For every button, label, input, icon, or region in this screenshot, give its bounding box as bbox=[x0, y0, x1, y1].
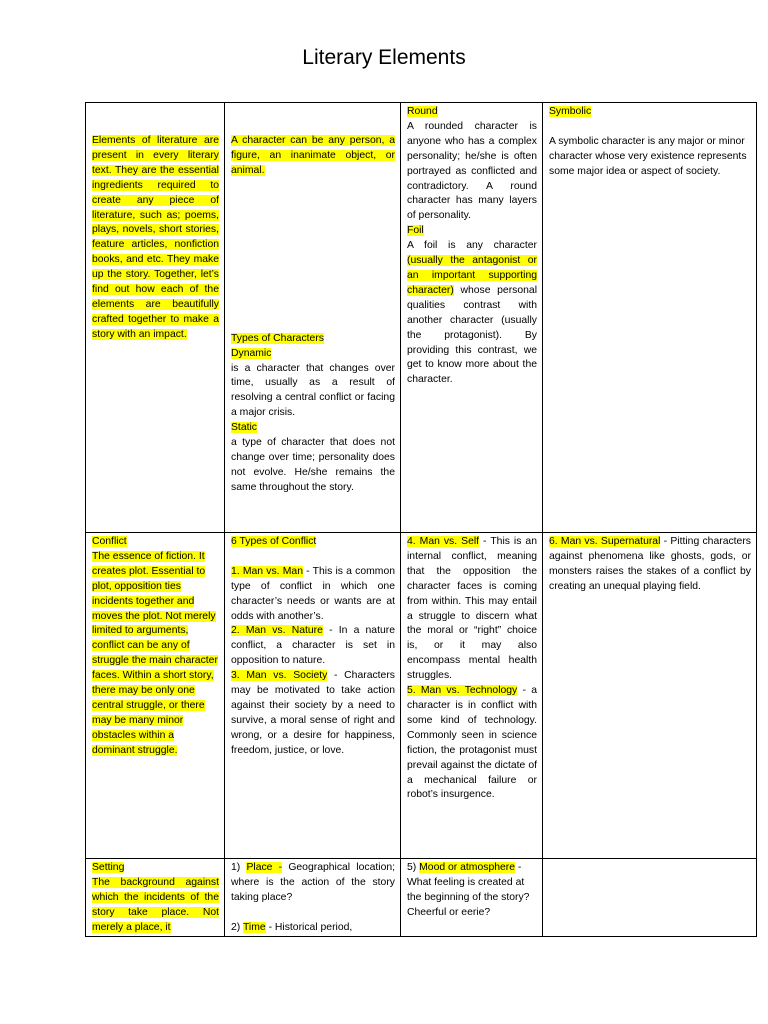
symbolic-label: Symbolic bbox=[549, 106, 592, 117]
foil-text-highlight: (usually the antagonist or an important supporting character) bbox=[407, 255, 537, 296]
man-vs-society-text: - Characters may be motivated to take action against their society by a need to survive, a moral sense of right and wrong, or a desire for happiness, freedom, justice, or love. bbox=[231, 670, 395, 756]
foil-label: Foil bbox=[407, 225, 424, 237]
man-vs-nature-text: - In a nature conflict, a character is set in opposition to nature. bbox=[231, 625, 395, 667]
cell-supernatural bbox=[543, 533, 757, 859]
setting-label: Setting bbox=[92, 862, 125, 873]
cell-conflict-intro bbox=[86, 533, 225, 859]
character-definition: A character can be any person, a figure, an inanimate object, or animal. bbox=[231, 135, 395, 176]
table-row-conflict bbox=[86, 533, 757, 859]
man-vs-self-label: 4. Man vs. Self bbox=[407, 536, 480, 547]
mood-label: Mood or atmosphere bbox=[419, 862, 516, 873]
mood-number: 5) bbox=[407, 862, 417, 873]
cell-place-time bbox=[225, 859, 401, 937]
static-label: Static bbox=[231, 422, 257, 434]
man-vs-supernatural-label: 6. Man vs. Supernatural bbox=[549, 536, 661, 547]
cell-conflict-types bbox=[225, 533, 401, 859]
foil-text-a: A foil is any character bbox=[407, 240, 537, 252]
literary-elements-table bbox=[85, 102, 757, 937]
man-vs-supernatural-text: - Pitting characters against phenomena like ghosts, gods, or monsters raises the stakes of a conflict by creating an unequal playing field. bbox=[549, 536, 751, 592]
cell-empty bbox=[543, 859, 757, 937]
man-vs-technology-label: 5. Man vs. Technology bbox=[407, 685, 518, 697]
place-text: Geographical location; where is the action of the story taking place? bbox=[231, 862, 396, 903]
place-label: Place - bbox=[246, 862, 283, 873]
mood-text: - What feeling is created at the beginning of the story? Cheerful or eerie? bbox=[407, 862, 530, 918]
place-number: 1) bbox=[231, 862, 241, 873]
man-vs-technology-text: - a character is in conflict with some kind of technology. Commonly seen in science fiction, the protagonist must prevail against the dictate of a mechanical failure or robot’s insurgence. bbox=[407, 685, 537, 801]
cell-setting-intro bbox=[86, 859, 225, 937]
static-text: a type of character that does not change over time; personality does not evolve. He/she remains the same throughout the story. bbox=[231, 437, 395, 493]
conflict-text-c: dominant struggle. bbox=[92, 744, 178, 756]
conflict-text-a: The essence of fiction. It creates plot. Essential to plot, opposition ties incidents together and moves the plot. Not merely bbox=[92, 550, 216, 622]
cell-literature-intro bbox=[86, 103, 225, 533]
round-text: A rounded character is anyone who has a complex personality; he/she is often portrayed as conflicted and contradictory. A round character has many layers of personality. bbox=[407, 120, 537, 222]
man-vs-self-text: - This is an internal conflict, meaning that the opposition the character faces is coming from within. This may entail a struggle to discern what the moral or “right” choice is, or it may also encompass mental health struggles. bbox=[407, 536, 537, 682]
round-label: Round bbox=[407, 106, 438, 117]
foil-text-b: whose personal qualities contrast with another character (usually the protagonist). By providing this contrast, we get to know more about the character. bbox=[407, 284, 538, 386]
time-text: - Historical period, bbox=[268, 921, 353, 933]
setting-text: The background against which the incidents of the story take place. Not merely a place, it bbox=[92, 876, 219, 933]
types-of-characters-heading: Types of Characters bbox=[231, 332, 324, 344]
conflict-text-b: limited to arguments, conflict can be any of struggle the main character faces. Within a short story, there may be only one central struggle, or there may be many minor obstacles within a bbox=[92, 625, 218, 741]
conflict-types-heading: 6 Types of Conflict bbox=[231, 536, 317, 547]
literature-intro-text: Elements of literature are present in every literary text. They are the essential ingredients required to create any piece of literature, such as; poems, plays, novels, short stories, feature articles, nonfiction books, and etc. They make up the story. Together, let’s find out how each of the elements are beautifully crafted together to make a story with an impact. bbox=[92, 135, 219, 340]
dynamic-text: is a character that changes over time, usually as a result of resolving a central conflict or facing a major crisis. bbox=[231, 362, 395, 419]
table-row-characters bbox=[86, 103, 757, 533]
man-vs-man-text: - This is a common type of conflict in which one character’s needs or wants are at odds with another’s. bbox=[231, 565, 395, 622]
cell-self-technology bbox=[401, 533, 543, 859]
cell-round-foil bbox=[401, 103, 543, 533]
time-number: 2) bbox=[231, 921, 241, 933]
table-row-setting bbox=[86, 859, 757, 937]
conflict-label: Conflict bbox=[92, 536, 127, 547]
symbolic-text: A symbolic character is any major or minor character whose very existence represents some major idea or aspect of society. bbox=[549, 135, 747, 177]
cell-character-types bbox=[225, 103, 401, 533]
time-label: Time bbox=[242, 921, 266, 933]
dynamic-label: Dynamic bbox=[231, 347, 272, 359]
cell-mood bbox=[401, 859, 543, 937]
man-vs-man-label: 1. Man vs. Man bbox=[231, 565, 303, 577]
man-vs-nature-label: 2. Man vs. Nature bbox=[231, 625, 323, 637]
page-title: Literary Elements bbox=[302, 46, 466, 69]
cell-symbolic bbox=[543, 103, 757, 533]
man-vs-society-label: 3. Man vs. Society bbox=[231, 670, 328, 682]
